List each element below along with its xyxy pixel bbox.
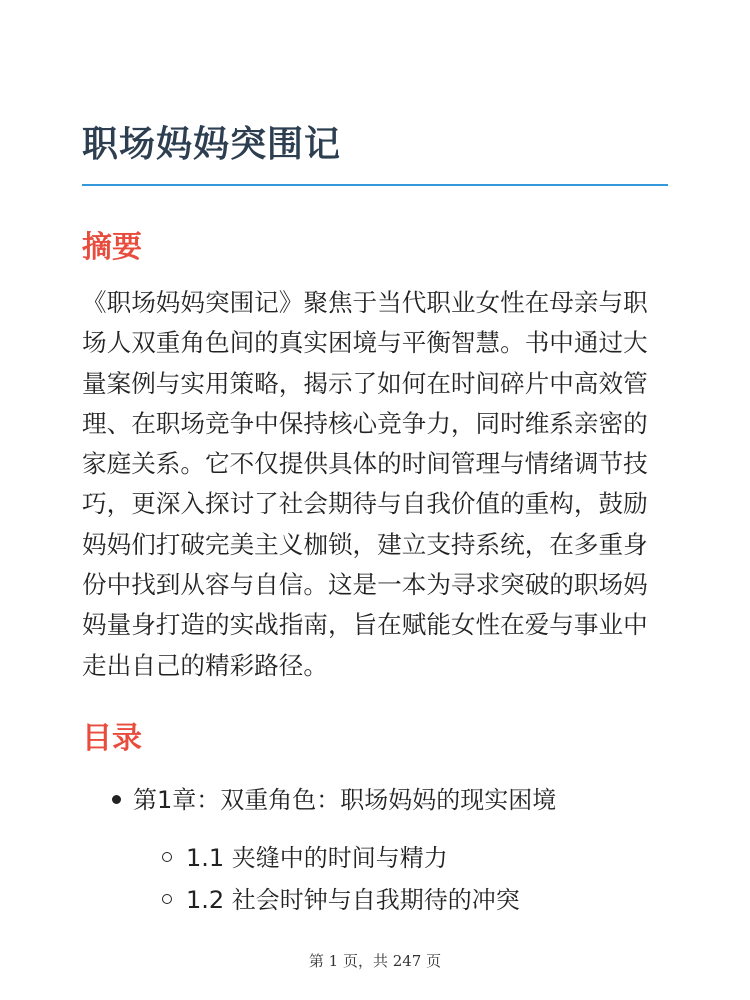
bullet-disc-icon xyxy=(112,795,121,804)
toc-item-section-1-1 xyxy=(162,838,448,873)
toc-item-label: 1.2 社会时钟与自我期待的冲突 xyxy=(186,886,520,914)
toc-item-label: 第1章：双重角色：职场妈妈的现实困境 xyxy=(133,786,557,814)
page-title: 职场妈妈突围记 xyxy=(82,124,342,165)
bullet-circle-icon xyxy=(162,894,172,904)
toc-item-label: 1.1 夹缝中的时间与精力 xyxy=(186,844,448,872)
abstract-paragraph: 《职场妈妈突围记》聚焦于当代职业女性在母亲与职场人双重角色间的真实困境与平衡智慧。书中通过大量案例与实用策略，揭示了如何在时间碎片中高效管理、在职场竞争中保持核心竞争力，同时维系亲密的家庭关系。它不仅提供具体的时间管理与情绪调节技巧，更深入探讨了社会期待与自我价值的重构，鼓励妈妈们打破完美主义枷锁，建立支持系统，在多重身份中找到从容与自信。这是一本为寻求突破的职场妈妈量身打造的实战指南，旨在赋能女性在爱与事业中走出自己的精彩路径。 xyxy=(82,288,648,680)
title-divider xyxy=(82,184,668,186)
abstract-heading: 摘要 xyxy=(82,230,142,265)
page-number-footer: 第 1 页，共 247 页 xyxy=(308,952,442,970)
toc-item-chapter-1 xyxy=(112,780,556,815)
toc-heading: 目录 xyxy=(82,721,142,756)
bullet-circle-icon xyxy=(162,852,172,862)
toc-item-section-1-2 xyxy=(162,880,520,915)
